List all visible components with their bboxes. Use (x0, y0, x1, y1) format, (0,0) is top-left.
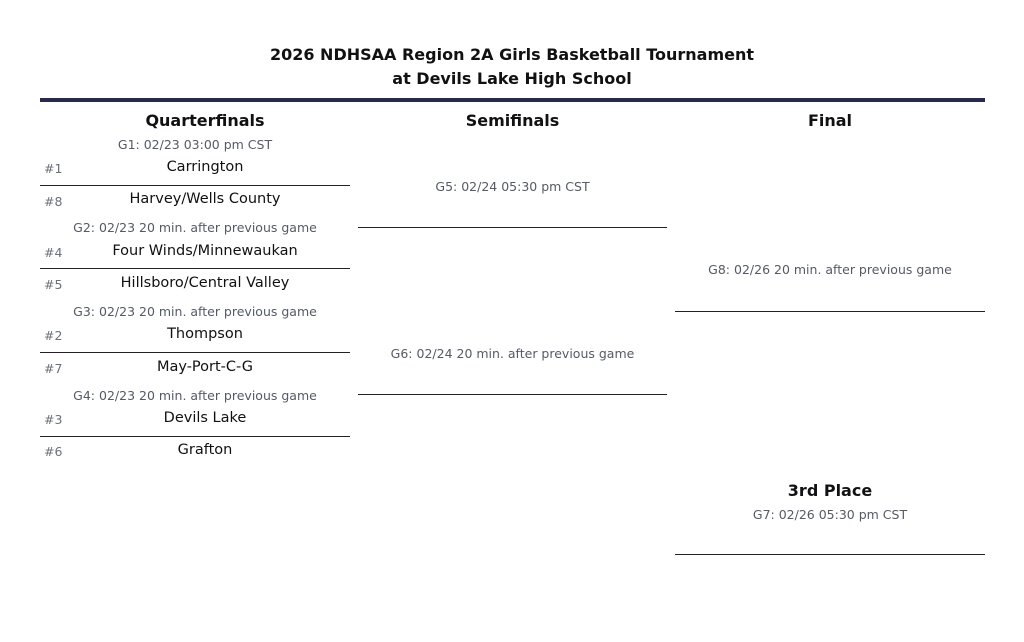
seed-label: #4 (44, 245, 63, 260)
bracket-line (358, 227, 667, 228)
team-name[interactable]: Carrington (166, 159, 244, 175)
team-name[interactable]: Four Winds/Minnewaukan (112, 243, 298, 259)
seed-label: #7 (44, 361, 63, 376)
final-heading: Final (807, 111, 853, 130)
team-name[interactable]: Hillsboro/Central Valley (120, 275, 290, 291)
game-info-g8: G8: 02/26 20 min. after previous game (708, 262, 952, 277)
seed-label: #3 (44, 412, 63, 427)
seed-label: #6 (44, 444, 63, 459)
bracket-line (40, 268, 350, 269)
page-title: 2026 NDHSAA Region 2A Girls Basketball Tournament (269, 45, 755, 64)
bracket-line (358, 394, 667, 395)
seed-label: #1 (44, 161, 63, 176)
bracket-line (40, 185, 350, 186)
team-name[interactable]: Devils Lake (163, 410, 247, 426)
page-subtitle: at Devils Lake High School (392, 69, 632, 88)
game-info-g1: G1: 02/23 03:00 pm CST (117, 137, 273, 152)
game-info-g2: G2: 02/23 20 min. after previous game (73, 220, 317, 235)
team-name[interactable]: Thompson (167, 326, 243, 342)
game-info-g5: G5: 02/24 05:30 pm CST (435, 179, 590, 194)
team-name[interactable]: Grafton (177, 442, 233, 458)
team-name[interactable]: May-Port-C-G (156, 359, 254, 375)
game-info-g4: G4: 02/23 20 min. after previous game (73, 388, 317, 403)
seed-label: #8 (44, 194, 63, 209)
game-info-g3: G3: 02/23 20 min. after previous game (73, 304, 317, 319)
seed-label: #5 (44, 277, 63, 292)
seed-label: #2 (44, 328, 63, 343)
bracket-line (675, 554, 985, 555)
quarterfinals-heading: Quarterfinals (145, 111, 265, 130)
bracket-line (40, 436, 350, 437)
semifinals-heading: Semifinals (465, 111, 560, 130)
team-name[interactable]: Harvey/Wells County (129, 191, 281, 207)
game-info-g6: G6: 02/24 20 min. after previous game (390, 346, 635, 361)
bracket-line (675, 311, 985, 312)
bracket-line (40, 352, 350, 353)
header-divider (40, 98, 985, 102)
third-place-heading: 3rd Place (787, 481, 873, 500)
game-info-g7: G7: 02/26 05:30 pm CST (752, 507, 908, 522)
